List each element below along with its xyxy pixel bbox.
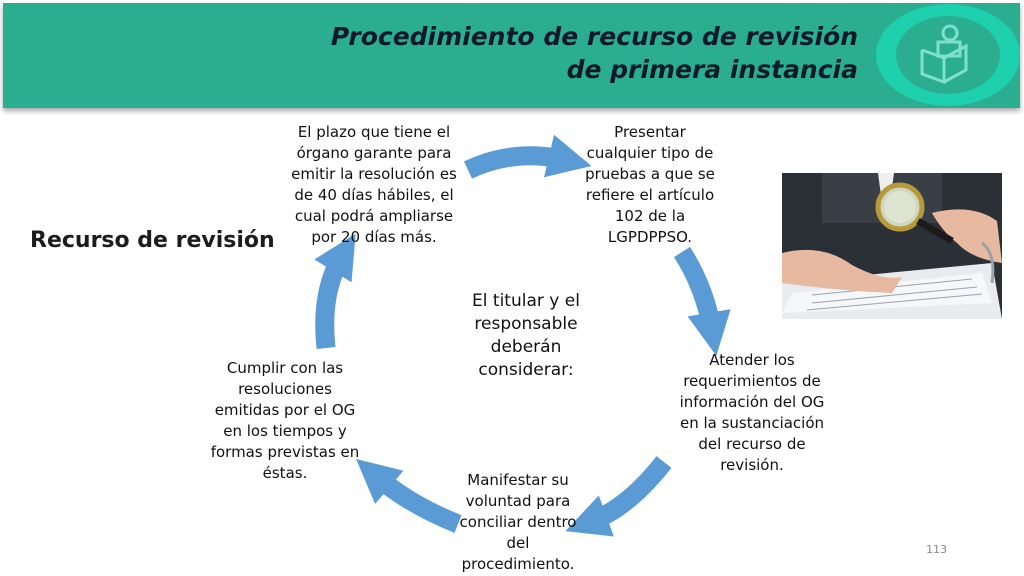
arrow-step3-to-step4	[590, 462, 664, 522]
arrow-step5-to-step1	[325, 256, 342, 348]
side-label: Recurso de revisión	[30, 228, 275, 253]
page-number: 113	[926, 543, 947, 556]
step-3-text: Atender los requerimientos de información del OG en la sustanciación del recurso de revisión.	[679, 351, 825, 474]
step-2-text: Presentar cualquier tipo de pruebas a que se refiere el artículo 102 de la LGPDPPSO.	[585, 123, 715, 246]
step-4-text: Manifestar su voluntad para conciliar dentro del procedimiento.	[459, 471, 577, 573]
center-text: El titular y el responsable deberán considerar:	[472, 291, 580, 380]
arrow-step1-to-step2	[468, 156, 566, 170]
step-5-text: Cumplir con las resoluciones emitidas por el OG en los tiempos y formas previstas en éstas.	[210, 359, 360, 482]
title-line-1: Procedimiento de recurso de revisión	[330, 22, 858, 51]
step-1-text: El plazo que tiene el órgano garante para emitir la resolución es de 40 días hábiles, el cual podrá ampliarse por 20 días más.	[291, 123, 457, 246]
arrow-step2-to-step3	[682, 252, 712, 330]
arrow-step4-to-step5	[376, 476, 458, 524]
title-line-2: de primera instancia	[566, 55, 858, 84]
magnifying-glass-document-photo	[782, 173, 1002, 319]
